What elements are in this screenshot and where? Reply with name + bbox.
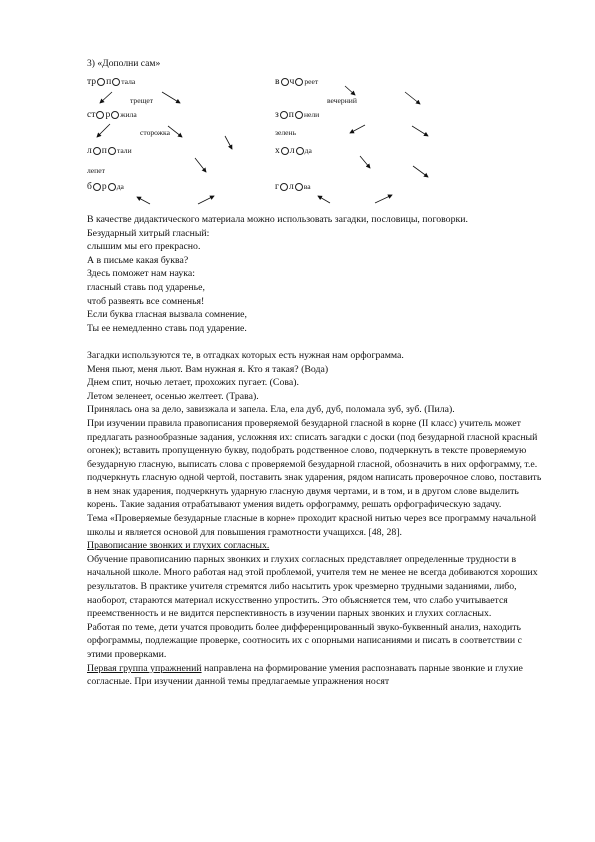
word-part: п: [106, 76, 112, 87]
word-part: жила: [120, 110, 137, 119]
word-part: л: [288, 181, 294, 192]
poem-line: Если буква гласная вызвала сомнение,: [87, 309, 247, 321]
poem-line: А в письме какая буква?: [87, 254, 189, 266]
arrow: [350, 125, 365, 133]
arrow: [100, 92, 112, 103]
word-part: х: [275, 145, 280, 156]
poem-line: Здесь поможет нам наука:: [87, 268, 195, 280]
poem-line: слышим мы его прекрасно.: [87, 241, 201, 253]
riddle-line: Загадки используются те, в отгадках которых есть нужная нам орфограмма.: [87, 349, 404, 361]
word-part: г: [275, 181, 279, 192]
word-part: нели: [303, 110, 320, 119]
arrow: [375, 195, 392, 203]
exercise-arrows: [0, 0, 595, 230]
word-part: р: [105, 109, 111, 120]
arrow: [413, 166, 428, 177]
right-label-1: вечерний: [327, 96, 357, 105]
word-part: п: [101, 145, 107, 156]
paragraph: Обучение правописанию парных звонких и глухих согласных представляет определенные трудности в начальной школе. Много работая над этой проблемой, учителя тем не менее не всегда добиваются хороших результатов. В практике учителя стремятся либо насытить урок чрезмерно трудными заданиями, либо, наоборот, стараются материал искусственно упростить. Это объясняется тем, что слабо учитывается преемственность и не видится перспективность в изучении парных звонких и глухих согласных.: [87, 553, 538, 620]
word-part: ст: [87, 109, 96, 120]
arrow: [412, 126, 428, 136]
main-text: [87, 213, 547, 689]
intro-line: В качестве дидактического материала можно использовать загадки, пословицы, поговорки.: [87, 214, 468, 225]
word-part: р: [101, 181, 107, 192]
arrow: [137, 197, 150, 204]
word-part: да: [304, 146, 312, 155]
arrow: [225, 136, 232, 149]
poem-line: Ты ее немедленно ставь под ударение.: [87, 322, 247, 334]
underlined-term: Первая группа упражнений: [87, 662, 202, 674]
arrow: [162, 92, 180, 103]
word-part: л: [289, 145, 295, 156]
word-part: реет: [304, 77, 319, 86]
word-part: тала: [121, 77, 136, 86]
arrow: [345, 86, 355, 95]
word-part: в: [275, 76, 280, 87]
paragraph: Тема «Проверяемые безударные гласные в корне» проходит красной нитью через все программу начальной школы и является основой для повышения грамотности учащихся. [48, 28].: [87, 513, 537, 538]
arrow: [97, 124, 110, 137]
arrow: [405, 92, 420, 104]
word-part: б: [87, 181, 92, 192]
poem-line: чтоб развеять все сомненья!: [87, 295, 205, 307]
paragraph: При изучении правила правописания проверяемой безударной гласной в корне (II класс) учитель может предлагать разнообразные задания, усложняя их: списать загадки с доски (под безударной гласной красный огонек); вставить пропущенную букву, подобрать родственное слово, подчеркнуть в тексте проверяемую безударную гласную, выписать слова с проверяемой безударной гласной, обозначить в них орфограмму, т.е. подчеркнуть гласную одной чертой, поставить знак ударения, рядом написать проверочное слово, поставить в нем знак ударения, подчеркнуть ударную гласную двумя чертами, и в том, и в другом слове выделить корень. Такие задания отрабатывают умения видеть орфограмму, решать орфографическую задачу.: [87, 417, 542, 511]
arrow: [195, 158, 206, 172]
arrow: [198, 196, 214, 204]
arrow: [168, 126, 182, 137]
word-part: л: [87, 145, 92, 156]
word-part: да: [116, 182, 124, 191]
left-label-3: лепет: [87, 166, 105, 175]
word-part: ч: [289, 76, 295, 87]
left-label-1: трещет: [130, 96, 154, 105]
word-part: ва: [303, 182, 311, 191]
blank-line: [87, 335, 547, 349]
word-part: тали: [116, 146, 132, 155]
riddle-line: Летом зеленеет, осенью желтеет. (Трава).: [87, 390, 259, 402]
right-label-2: зелень: [275, 128, 297, 137]
section-title: Правописание звонких и глухих согласных.: [87, 540, 270, 552]
word-part: з: [275, 109, 279, 120]
arrow: [318, 196, 330, 203]
word-part: п: [288, 109, 294, 120]
word-part: тр: [87, 76, 97, 87]
paragraph-text: направлена на формирование умения распознавать парные звонкие и глухие согласные. При изучении данной темы предлагаемые упражнения носят: [87, 662, 523, 688]
paragraph: [87, 662, 547, 689]
left-label-2: сторожка: [140, 128, 170, 137]
poem-line: гласный ставь под ударенье,: [87, 281, 205, 293]
paragraph: Работая по теме, дети учатся проводить более дифференцированный звуко-буквенный анализ, находить орфограммы, подлежащие проверке, соотносить их с опорными написаниями и писать в соответствии с этими проверками.: [87, 621, 522, 660]
exercise-heading: 3) «Дополни сам»: [87, 58, 161, 69]
riddle-line: Принялась она за дело, завизжала и запела. Ела, ела дуб, дуб, поломала зуб, зуб. (Пила).: [87, 404, 455, 416]
riddle-line: Меня пьют, меня льют. Вам нужная я. Кто я такая? (Вода): [87, 363, 329, 375]
arrow: [360, 156, 370, 168]
riddle-line: Днем спит, ночью летает, прохожих пугает. (Сова).: [87, 377, 299, 389]
poem-line: Безударный хитрый гласный:: [87, 227, 210, 239]
